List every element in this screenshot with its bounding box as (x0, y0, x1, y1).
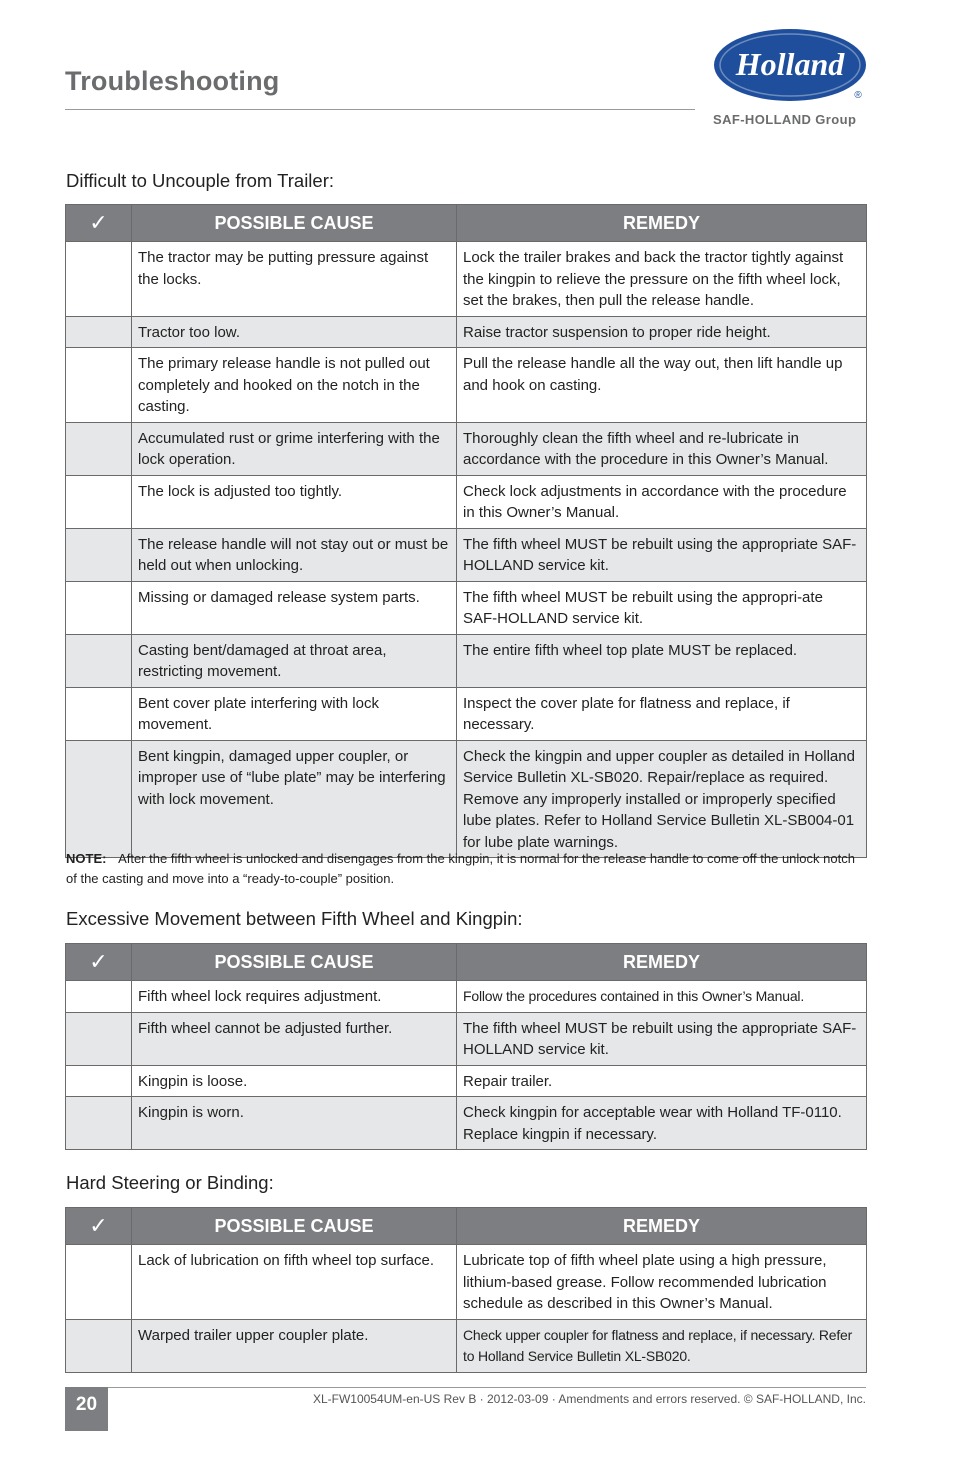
remedy-cell: Check upper coupler for flatness and replace, if necessary. Refer to Holland Service Bulletin XL-SB020. (457, 1319, 867, 1372)
table-steering (65, 1207, 867, 1373)
check-header-icon: ✓ (66, 1208, 132, 1245)
check-cell (66, 581, 132, 634)
registered-mark: ® (854, 90, 862, 101)
cause-cell: The lock is adjusted too tightly. (132, 475, 457, 528)
cause-cell: Bent cover plate interfering with lock movement. (132, 687, 457, 740)
logo-text: Holland (735, 46, 845, 82)
remedy-cell: Follow the procedures contained in this Owner’s Manual. (457, 981, 867, 1013)
table-row (66, 1319, 867, 1372)
cause-header: POSSIBLE CAUSE (132, 944, 457, 981)
table-row (66, 1097, 867, 1150)
note-text: After the fifth wheel is unlocked and disengages from the kingpin, it is normal for the release handle to come off the unlock notch of the casting and move into a “ready-to-couple” position. (66, 851, 855, 886)
check-cell (66, 1097, 132, 1150)
check-header-icon: ✓ (66, 205, 132, 242)
section-title-uncouple: Difficult to Uncouple from Trailer: (66, 170, 335, 191)
table-header-row (66, 205, 867, 242)
check-cell (66, 1245, 132, 1320)
table-movement (65, 943, 867, 1150)
table-row (66, 740, 867, 858)
check-cell (66, 528, 132, 581)
holland-logo (712, 28, 870, 104)
table-row (66, 1065, 867, 1097)
cause-cell: Tractor too low. (132, 316, 457, 348)
remedy-cell: The fifth wheel MUST be rebuilt using the appropriate SAF-HOLLAND service kit. (457, 1012, 867, 1065)
note-label: NOTE: (66, 851, 107, 866)
section-title-steering: Hard Steering or Binding: (66, 1172, 274, 1193)
check-cell (66, 348, 132, 423)
cause-cell: The release handle will not stay out or must be held out when unlocking. (132, 528, 457, 581)
table-row (66, 581, 867, 634)
cause-cell: Missing or damaged release system parts. (132, 581, 457, 634)
check-cell (66, 1065, 132, 1097)
cause-cell: Kingpin is loose. (132, 1065, 457, 1097)
check-cell (66, 634, 132, 687)
cause-header: POSSIBLE CAUSE (132, 1208, 457, 1245)
cause-cell: Bent kingpin, damaged upper coupler, or improper use of “lube plate” may be interfering with lock movement. (132, 740, 457, 858)
remedy-header: REMEDY (457, 205, 867, 242)
cause-cell: Lack of lubrication on fifth wheel top surface. (132, 1245, 457, 1320)
remedy-cell: Inspect the cover plate for flatness and replace, if necessary. (457, 687, 867, 740)
remedy-cell: Check kingpin for acceptable wear with Holland TF-0110. Replace kingpin if necessary. (457, 1097, 867, 1150)
table-header-row (66, 1208, 867, 1245)
check-cell (66, 422, 132, 475)
section-title-movement: Excessive Movement between Fifth Wheel and Kingpin: (66, 908, 523, 929)
remedy-cell: Check the kingpin and upper coupler as detailed in Holland Service Bulletin XL-SB020. Repair/replace as required. Remove any improperly installed or improperly specified lube plates. Refer to Holland Service Bulletin XL-SB004-01 for lube plate warnings. (457, 740, 867, 858)
table-row (66, 242, 867, 317)
remedy-cell: Pull the release handle all the way out, then lift handle up and hook on casting. (457, 348, 867, 423)
remedy-cell: Repair trailer. (457, 1065, 867, 1097)
table-row (66, 981, 867, 1013)
check-cell (66, 1319, 132, 1372)
table-uncouple (65, 204, 867, 858)
table-row (66, 475, 867, 528)
table-row (66, 634, 867, 687)
table-row (66, 1012, 867, 1065)
table-row (66, 348, 867, 423)
remedy-cell: The fifth wheel MUST be rebuilt using the appropriate SAF-HOLLAND service kit. (457, 528, 867, 581)
page-number: 20 (65, 1387, 108, 1431)
table-row (66, 1245, 867, 1320)
logo-subtitle: SAF-HOLLAND Group (713, 112, 857, 127)
table-row (66, 316, 867, 348)
cause-cell: The primary release handle is not pulled out completely and hooked on the notch in the casting. (132, 348, 457, 423)
check-cell (66, 316, 132, 348)
check-cell (66, 1012, 132, 1065)
remedy-cell: The fifth wheel MUST be rebuilt using the appropri-ate SAF-HOLLAND service kit. (457, 581, 867, 634)
note-block (66, 849, 856, 889)
table-row (66, 422, 867, 475)
remedy-cell: Raise tractor suspension to proper ride height. (457, 316, 867, 348)
cause-cell: Casting bent/damaged at throat area, restricting movement. (132, 634, 457, 687)
cause-cell: Fifth wheel lock requires adjustment. (132, 981, 457, 1013)
title-divider (65, 109, 695, 110)
remedy-cell: Lubricate top of fifth wheel plate using a high pressure, lithium-based grease. Follow recommended lubrication schedule as described in this Owner’s Manual. (457, 1245, 867, 1320)
remedy-cell: Lock the trailer brakes and back the tractor tightly against the kingpin to relieve the pressure on the fifth wheel lock, set the brakes, then pull the release handle. (457, 242, 867, 317)
cause-cell: Kingpin is worn. (132, 1097, 457, 1150)
check-cell (66, 475, 132, 528)
cause-cell: Accumulated rust or grime interfering with the lock operation. (132, 422, 457, 475)
check-cell (66, 687, 132, 740)
cause-cell: Fifth wheel cannot be adjusted further. (132, 1012, 457, 1065)
check-cell (66, 740, 132, 858)
table-row (66, 528, 867, 581)
check-cell (66, 242, 132, 317)
remedy-header: REMEDY (457, 944, 867, 981)
table-row (66, 687, 867, 740)
footer-divider (65, 1387, 866, 1388)
footer-text: XL-FW10054UM-en-US Rev B · 2012-03-09 · Amendments and errors reserved. © SAF-HOLLAND, Inc. (312, 1392, 866, 1406)
remedy-header: REMEDY (457, 1208, 867, 1245)
remedy-cell: Thoroughly clean the fifth wheel and re-lubricate in accordance with the procedure in this Owner’s Manual. (457, 422, 867, 475)
check-header-icon: ✓ (66, 944, 132, 981)
cause-cell: The tractor may be putting pressure against the locks. (132, 242, 457, 317)
remedy-cell: The entire fifth wheel top plate MUST be replaced. (457, 634, 867, 687)
check-cell (66, 981, 132, 1013)
page-title: Troubleshooting (65, 66, 280, 96)
remedy-cell: Check lock adjustments in accordance with the procedure in this Owner’s Manual. (457, 475, 867, 528)
cause-header: POSSIBLE CAUSE (132, 205, 457, 242)
table-header-row (66, 944, 867, 981)
cause-cell: Warped trailer upper coupler plate. (132, 1319, 457, 1372)
